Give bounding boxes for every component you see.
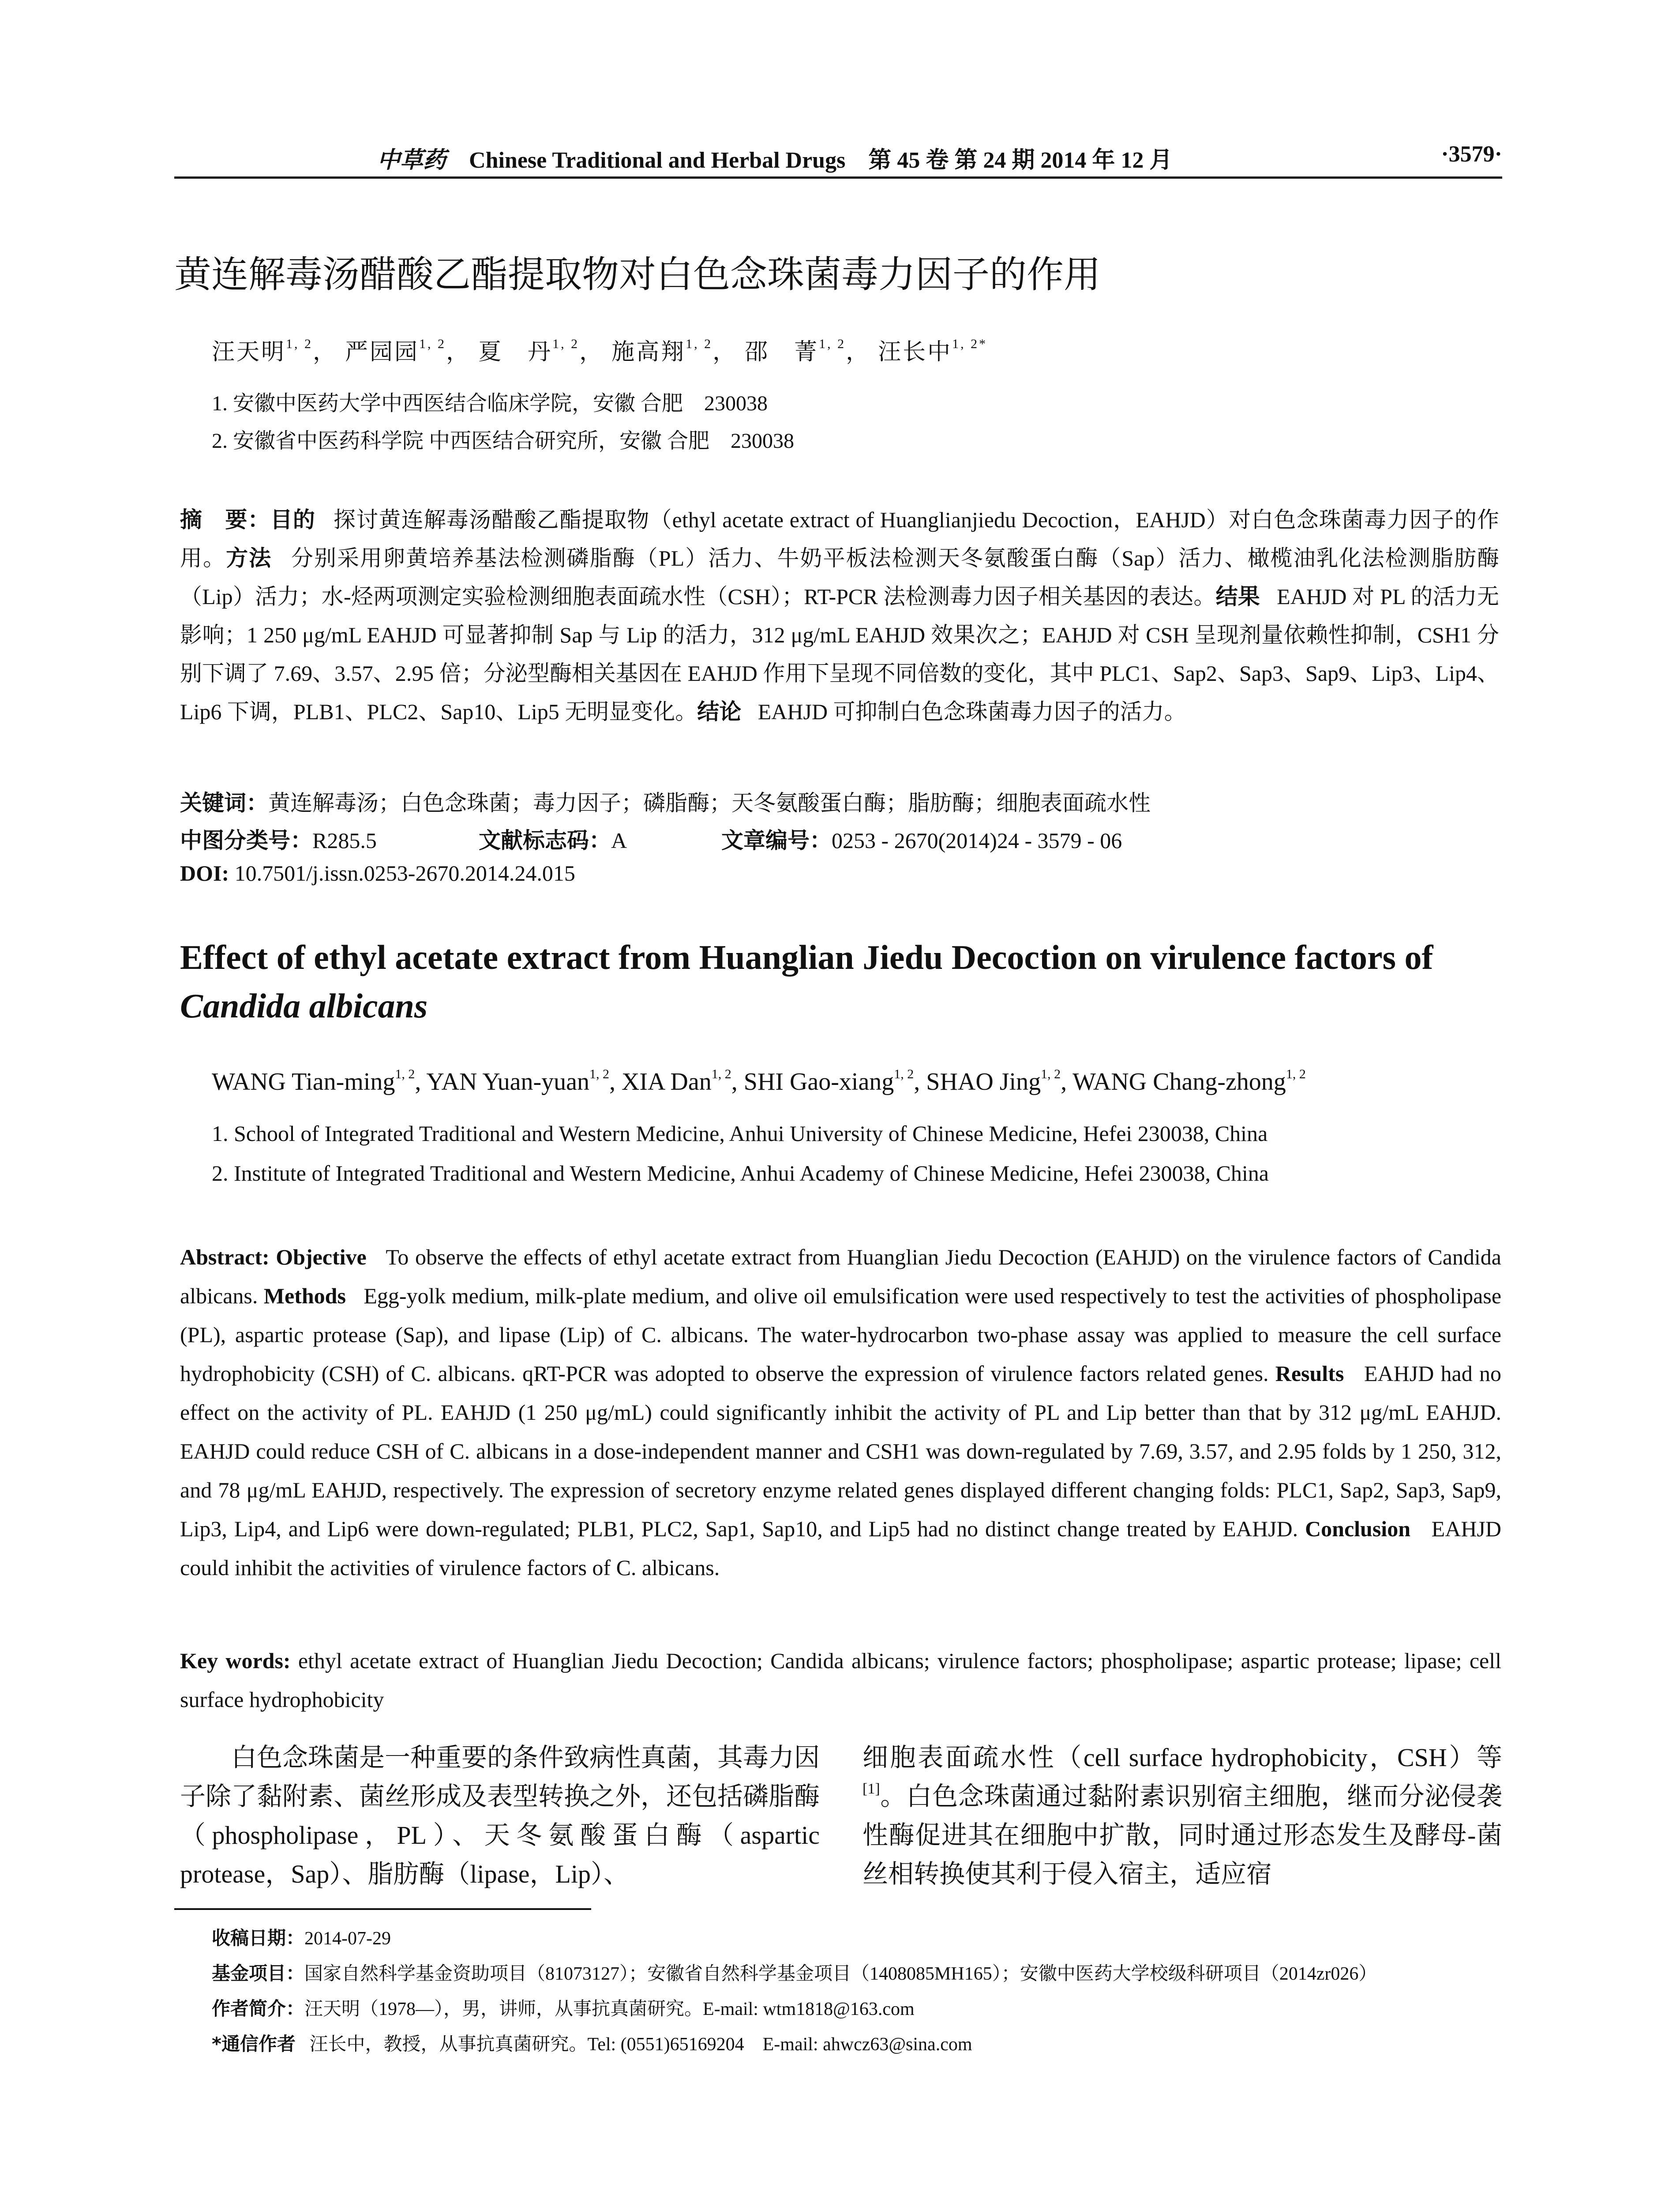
article-no-label: 文章编号：: [721, 828, 832, 853]
cn-methods-label: 方法: [226, 545, 272, 571]
cn-methods: 分别采用卵黄培养基法检测磷脂酶（PL）活力、牛奶平板法检测天冬氨酸蛋白酶（Sap）活力、橄榄油乳化法检测脂肪酶（Lip）活力；水-烃两项测定实验检测细胞表面疏水性（CSH）；RT-PCR 法检测毒力因子相关基因的表达。: [180, 546, 1499, 609]
cn-affiliation-2: 2. 安徽省中医药科学院 中西医结合研究所，安徽 合肥 230038: [212, 429, 795, 453]
journal-cn: 中草药: [377, 148, 446, 173]
cn-abstract: [180, 501, 1499, 731]
doi-line: [180, 860, 575, 886]
en-author: WANG Chang-zhong$^{1, 2}$: [1072, 1067, 1306, 1095]
fn-author: 作者简介：汪天明（1978—），男，讲师，从事抗真菌研究。E-mail: wtm1818@163.com: [212, 1998, 915, 2019]
en-author: YAN Yuan-yuan$^{1, 2}$: [426, 1067, 609, 1095]
en-keywords-text: ethyl acetate extract of Huanglian Jiedu Decoction; Candida albicans; virulence factors; phospholipase; aspartic protease; lipase; cell surface hydrophobicity: [180, 1648, 1501, 1712]
en-title-main: Effect of ethyl acetate extract from Huanglian Jiedu Decoction on virulence factors of: [180, 938, 1433, 976]
body-column-left: [180, 1738, 820, 1894]
cn-abstract-label: 摘 要：: [180, 507, 270, 533]
body-column-right: [862, 1738, 1502, 1894]
en-affiliation-2: 2. Institute of Integrated Traditional and Western Medicine, Anhui Academy of Chinese Medicine, Hefei 230038, China: [212, 1161, 1269, 1186]
en-results-label: Results: [1275, 1361, 1344, 1386]
fn-fund: 基金项目：国家自然科学基金资助项目（81073127）；安徽省自然科学基金项目（1408085MH165）；安徽中医药大学校级科研项目（2014zr026）: [212, 1962, 1377, 1984]
citation: [1]: [862, 1781, 880, 1797]
en-affiliation-1: 1. School of Integrated Traditional and Western Medicine, Anhui University of Chinese Medicine, Hefei 230038, China: [212, 1121, 1268, 1146]
en-objective-label: Objective: [276, 1245, 367, 1269]
issue-info: 第 45 卷 第 24 期 2014 年 12 月: [868, 148, 1173, 173]
footnote-rule: [174, 1908, 591, 1910]
doc-code-value: A: [611, 828, 627, 853]
doc-code-label: 文献标志码：: [479, 828, 611, 853]
cn-author: 夏 丹$^{1, 2}$: [478, 337, 580, 365]
doi-value: 10.7501/j.issn.0253-2670.2014.24.015: [234, 861, 575, 885]
en-author: WANG Tian-ming$^{1, 2}$: [212, 1067, 415, 1095]
doi-label: DOI:: [180, 861, 229, 885]
body-paragraph-cont: 。白色念珠菌通过黏附素识别宿主细胞，继而分泌侵袭性酶促进其在细胞中扩散，同时通过形态发生及酵母-菌丝相转换使其利于侵入宿主，适应宿: [862, 1782, 1502, 1888]
cn-affiliation-1: 1. 安徽中医药大学中西医结合临床学院，安徽 合肥 230038: [212, 392, 768, 415]
en-authors: WANG Tian-ming$^{1, 2}$, YAN Yuan-yuan$^{1, 2}$, XIA Dan$^{1, 2}$, SHI Gao-xiang$^{1, 2}$, SHAO Jing$^{1, 2}$, WANG Chang-zhong$^{1, 2}$: [212, 1067, 1306, 1095]
en-title-species: Candida albicans: [180, 987, 428, 1025]
en-conclusion: EAHJD could inhibit the activities of virulence factors of C. albicans.: [180, 1516, 1501, 1580]
journal-en: Chinese Traditional and Herbal Drugs: [469, 148, 846, 173]
fn-received: 收稿日期：2014-07-29: [212, 1927, 391, 1949]
en-methods-label: Methods: [263, 1283, 346, 1308]
cn-author: 汪长中$^{1, 2*}$: [878, 337, 988, 365]
cn-author: 施高翔$^{1, 2}$: [611, 337, 713, 365]
cn-conclusion-label: 结论: [697, 699, 742, 724]
cn-keywords: [180, 785, 1151, 817]
cn-title: 黄连解毒汤醋酸乙酯提取物对白色念珠菌毒力因子的作用: [174, 253, 1101, 296]
cn-keywords-text: 黄连解毒汤；白色念珠菌；毒力因子；磷脂酶；天冬氨酸蛋白酶；脂肪酶；细胞表面疏水性: [268, 791, 1151, 815]
body-paragraph: 细胞表面疏水性（cell surface hydrophobicity，CSH）等: [862, 1743, 1502, 1772]
cn-objective: 探讨黄连解毒汤醋酸乙酯提取物（ethyl acetate extract of Huanglianjiedu Decoction，EAHJD）对白色念珠菌毒力因子的作用。: [180, 507, 1499, 570]
clc-value: R285.5: [312, 828, 377, 853]
en-abstract-label: Abstract:: [180, 1245, 270, 1269]
en-methods: Egg-yolk medium, milk-plate medium, and olive oil emulsification were used respectively to test the activities of phospholipase (PL), aspartic protease (Sap), and lipase (Lip) of C. albicans. The water-hydrocarbon two-phase assay was applied to measure the cell surface hydrophobicity (CSH) of C. albicans. qRT-PCR was adopted to observe the expression of virulence factors related genes.: [180, 1283, 1502, 1386]
cn-article-no: [721, 823, 1122, 855]
en-conclusion-label: Conclusion: [1305, 1516, 1410, 1541]
cn-results-label: 结果: [1215, 584, 1260, 609]
en-results: EAHJD had no effect on the activity of PL. EAHJD (1 250 μg/mL) could significantly inhibit the activity of PL and Lip better than that by 312 μg/mL EAHJD. EAHJD could reduce CSH of C. albicans in a dose-independent manner and CSH1 was down-regulated by 7.69, 3.57, and 2.95 folds by 1 250, 312, and 78 μg/mL EAHJD, respectively. The expression of secretory enzyme related genes displayed different changing folds: PLC1, Sap2, Sap3, Sap9, Lip3, Lip4, and Lip6 were down-regulated; PLB1, PLC2, Sap1, Sap10, and Lip5 had no distinct change treated by EAHJD.: [180, 1361, 1501, 1541]
en-objective: To observe the effects of ethyl acetate extract from Huanglian Jiedu Decoction (EAHJD) on the virulence factors of Candida albicans.: [180, 1245, 1502, 1308]
en-keywords-label: Key words:: [180, 1648, 291, 1673]
cn-authors: 汪天明$^{1, 2}$， 严园园$^{1, 2}$， 夏 丹$^{1, 2}$， 施高翔$^{1, 2}$， 邵 菁$^{1, 2}$， 汪长中$^{1, 2*}$: [212, 337, 988, 365]
cn-classification: [180, 823, 377, 855]
en-author: XIA Dan$^{1, 2}$: [621, 1067, 731, 1095]
cn-author: 汪天明$^{1, 2}$: [212, 337, 313, 365]
en-title: [180, 933, 1504, 1030]
cn-doc-code: [479, 823, 627, 855]
fn-corresponding: *通信作者 汪长中，教授，从事抗真菌研究。Tel: (0551)65169204 E-mail: ahwcz63@sina.com: [212, 2033, 972, 2055]
cn-conclusion: EAHJD 可抑制白色念珠菌毒力因子的活力。: [758, 699, 1186, 724]
body-paragraph: 白色念珠菌是一种重要的条件致病性真菌，其毒力因子除了黏附素、菌丝形成及表型转换之外，还包括磷脂酶（phospholipase，PL）、天冬氨酸蛋白酶（aspartic protease，Sap）、脂肪酶（lipase，Lip）、: [180, 1743, 820, 1888]
en-author: SHAO Jing$^{1, 2}$: [926, 1067, 1061, 1095]
journal-info: [377, 141, 1172, 174]
en-keywords: [180, 1641, 1501, 1719]
article-no-value: 0253 - 2670(2014)24 - 3579 - 06: [832, 828, 1122, 853]
cn-keywords-label: 关键词：: [180, 790, 268, 816]
cn-author: 严园园$^{1, 2}$: [345, 337, 446, 365]
cn-objective-label: 目的: [270, 507, 316, 533]
cn-results: EAHJD 对 PL 的活力无影响；1 250 μg/mL EAHJD 可显著抑制 Sap 与 Lip 的活力，312 μg/mL EAHJD 效果次之；EAHJD 对 CSH 呈现剂量依赖性抑制，CSH1 分别下调了 7.69、3.57、2.95 倍；分泌型酶相关基因在 EAHJD 作用下呈现不同倍数的变化，其中 PLC1、Sap2、Sap3、Sap9、Lip3、Lip4、Lip6 下调，PLB1、PLC2、Sap10、Lip5 无明显变化。: [180, 584, 1500, 724]
cn-author: 邵 菁$^{1, 2}$: [745, 337, 846, 365]
header-rule: [174, 176, 1502, 179]
running-header: [174, 138, 1502, 173]
clc-label: 中图分类号：: [180, 828, 312, 853]
en-abstract: [180, 1238, 1501, 1587]
page-number: ·3579·: [1441, 142, 1502, 167]
en-author: SHI Gao-xiang$^{1, 2}$: [743, 1067, 914, 1095]
